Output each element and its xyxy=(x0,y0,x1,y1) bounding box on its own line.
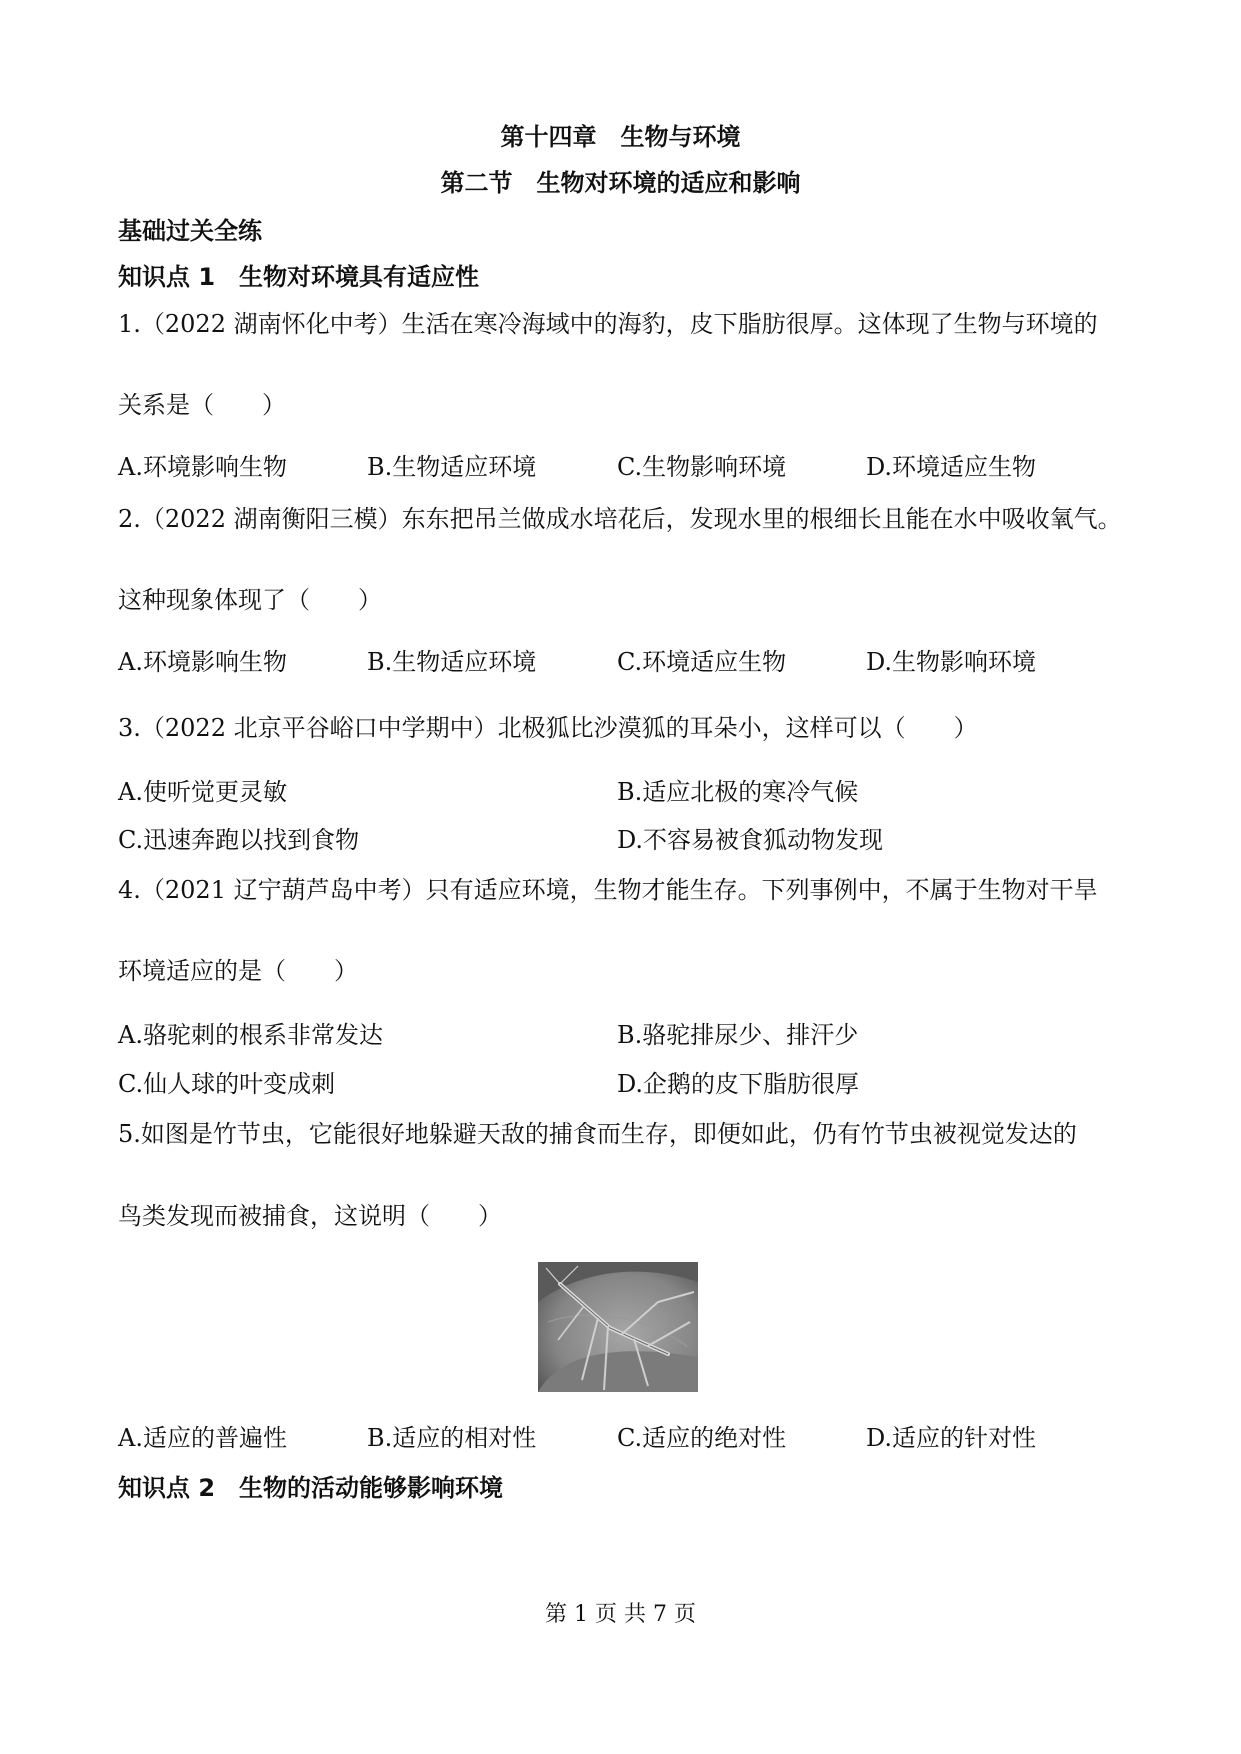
question-1-line-2: 关系是（ ） xyxy=(118,391,286,419)
question-3-option-b: B.适应北极的寒冷气候 xyxy=(617,778,859,806)
stick-insect-photo xyxy=(538,1262,698,1392)
question-1-option-d: D.环境适应生物 xyxy=(866,453,1037,481)
question-3-option-a: A.使听觉更灵敏 xyxy=(118,778,287,806)
question-2-option-c: C.环境适应生物 xyxy=(617,648,787,676)
question-5-option-d: D.适应的针对性 xyxy=(866,1424,1037,1452)
question-2-line-2: 这种现象体现了（ ） xyxy=(118,586,382,614)
section-title: 第二节 生物对环境的适应和影响 xyxy=(440,169,801,197)
question-4-option-b: B.骆驼排尿少、排汗少 xyxy=(617,1021,859,1049)
question-2-line-1: 2.（2022 湖南衡阳三模）东东把吊兰做成水培花后，发现水里的根细长且能在水中吸收氧气。 xyxy=(118,505,1122,533)
question-3-line-1: 3.（2022 北京平谷峪口中学期中）北极狐比沙漠狐的耳朵小，这样可以（ ） xyxy=(118,714,978,742)
question-3-option-d: D.不容易被食狐动物发现 xyxy=(617,826,884,854)
page-footer: 第 1 页 共 7 页 xyxy=(545,1602,696,1627)
chapter-title: 第十四章 生物与环境 xyxy=(500,123,741,151)
exercise-heading: 基础过关全练 xyxy=(118,217,262,245)
question-5-option-b: B.适应的相对性 xyxy=(367,1424,537,1452)
question-4-option-a: A.骆驼刺的根系非常发达 xyxy=(118,1021,383,1049)
question-2-option-b: B.生物适应环境 xyxy=(367,648,537,676)
question-4-line-1: 4.（2021 辽宁葫芦岛中考）只有适应环境，生物才能生存。下列事例中，不属于生物对干旱 xyxy=(118,876,1098,904)
question-5-option-a: A.适应的普遍性 xyxy=(118,1424,287,1452)
question-4-line-2: 环境适应的是（ ） xyxy=(118,957,358,985)
question-4-option-d: D.企鹅的皮下脂肪很厚 xyxy=(617,1070,860,1098)
question-5-line-1: 5.如图是竹节虫，它能很好地躲避天敌的捕食而生存，即便如此，仍有竹节虫被视觉发达的 xyxy=(118,1120,1077,1148)
question-2-option-d: D.生物影响环境 xyxy=(866,648,1037,676)
question-1-line-1: 1.（2022 湖南怀化中考）生活在寒冷海域中的海豹，皮下脂肪很厚。这体现了生物与环境的 xyxy=(118,310,1098,338)
question-5-option-c: C.适应的绝对性 xyxy=(617,1424,787,1452)
knowledge-point-1: 知识点 1 生物对环境具有适应性 xyxy=(118,263,480,291)
knowledge-point-2: 知识点 2 生物的活动能够影响环境 xyxy=(118,1474,504,1502)
question-1-option-a: A.环境影响生物 xyxy=(118,453,287,481)
question-1-option-b: B.生物适应环境 xyxy=(367,453,537,481)
question-3-option-c: C.迅速奔跑以找到食物 xyxy=(118,826,360,854)
question-2-option-a: A.环境影响生物 xyxy=(118,648,287,676)
question-4-option-c: C.仙人球的叶变成刺 xyxy=(118,1070,336,1098)
question-5-line-2: 鸟类发现而被捕食，这说明（ ） xyxy=(118,1202,502,1230)
question-1-option-c: C.生物影响环境 xyxy=(617,453,787,481)
